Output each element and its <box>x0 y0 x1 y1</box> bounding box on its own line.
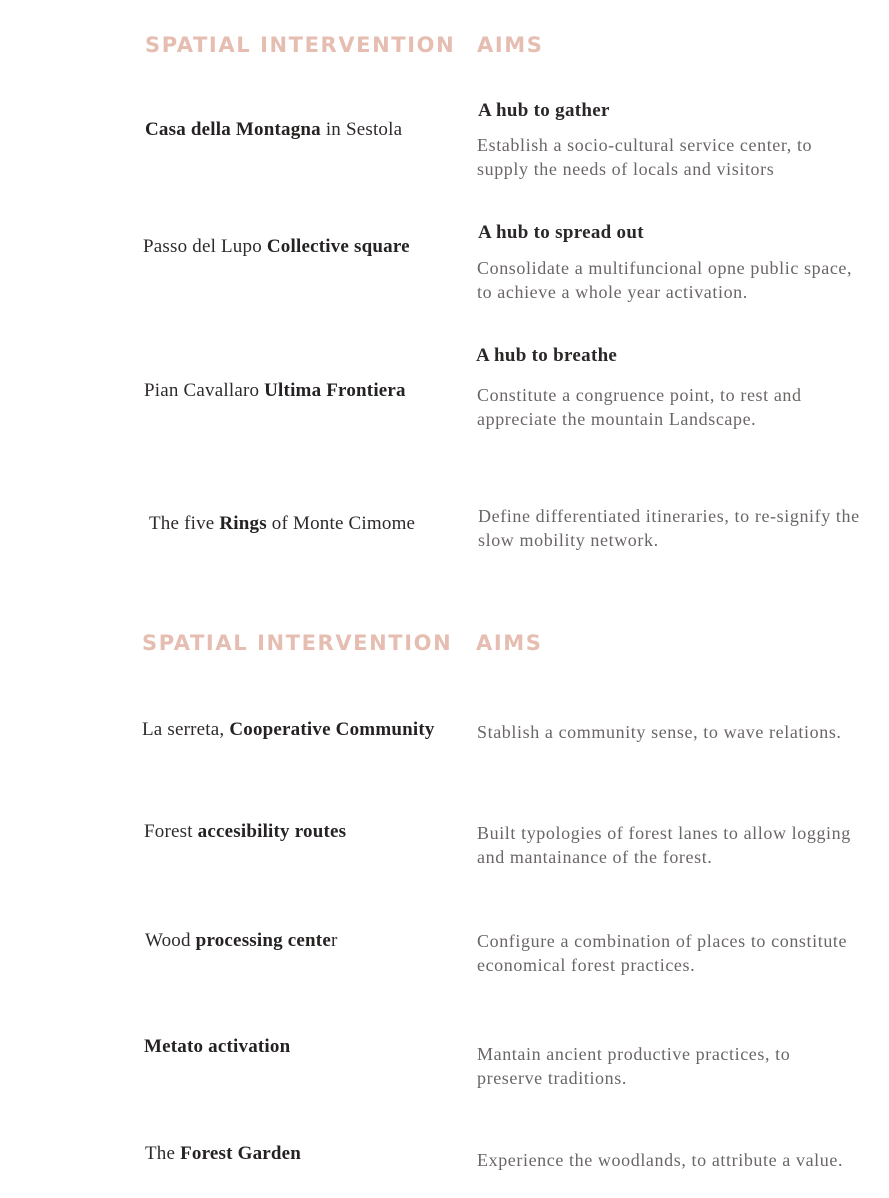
item-prefix: Forest <box>144 821 198 842</box>
aim-line: economical forest practices. <box>477 955 696 975</box>
aim-line: Mantain ancient productive practices, to <box>477 1044 791 1064</box>
item-suffix: in Sestola <box>320 119 403 140</box>
intervention-item <box>145 1144 301 1163</box>
item-name: Forest Garden <box>180 1143 302 1164</box>
aims-header: AIMS <box>476 631 543 655</box>
item-name: accesibility routes <box>197 821 347 842</box>
intervention-item <box>142 720 435 739</box>
item-name: Ultima Frontiera <box>264 380 406 401</box>
spatial-intervention-header: SPATIAL INTERVENTION <box>145 33 456 57</box>
aim-line: Experience the woodlands, to attribute a value. <box>477 1150 844 1170</box>
item-name: Metato activation <box>144 1036 291 1057</box>
intervention-item <box>144 381 406 400</box>
aim-description <box>477 1148 843 1172</box>
aim-description <box>477 383 802 431</box>
aim-description <box>477 821 851 869</box>
item-suffix: r <box>330 930 338 951</box>
item-prefix: Passo del Lupo <box>143 236 267 257</box>
item-name: Casa della Montagna <box>145 119 321 140</box>
aim-description <box>477 1042 790 1090</box>
spatial-intervention-header: SPATIAL INTERVENTION <box>142 631 453 655</box>
item-prefix: La serreta, <box>142 719 230 740</box>
aim-line: Built typologies of forest lanes to allow logging <box>477 823 851 843</box>
item-prefix: The <box>145 1143 181 1164</box>
aim-line: supply the needs of locals and visitors <box>477 159 775 179</box>
aim-description <box>477 720 842 744</box>
intervention-item <box>145 931 338 950</box>
intervention-item <box>144 822 346 841</box>
aim-line: Configure a combination of places to constitute <box>477 931 848 951</box>
intervention-item <box>144 1037 290 1056</box>
aim-description <box>477 133 884 181</box>
aims-header: AIMS <box>477 33 544 57</box>
item-name: Rings <box>219 513 267 534</box>
aim-line: Define differentiated itineraries, to re-signify the <box>478 506 860 526</box>
aim-description <box>478 504 860 552</box>
aim-title: A hub to spread out <box>478 222 644 243</box>
aim-line: and mantainance of the forest. <box>477 847 713 867</box>
item-name: processing cente <box>195 930 331 951</box>
item-prefix: Wood <box>145 930 196 951</box>
aim-line: Stablish a community sense, to wave relations. <box>477 722 842 742</box>
item-name: Collective square <box>266 236 410 257</box>
aim-line: appreciate the mountain Landscape. <box>477 409 757 429</box>
intervention-item <box>145 120 402 139</box>
aim-title: A hub to breathe <box>476 345 618 366</box>
aim-description <box>477 256 852 304</box>
intervention-item <box>143 237 410 256</box>
aim-line: Consolidate a multifuncional opne public space, <box>477 258 853 278</box>
aim-line: Establish a socio-cultural service center, to <box>477 135 813 155</box>
intervention-item <box>149 514 415 533</box>
item-prefix: Pian Cavallaro <box>144 380 265 401</box>
aim-line: Constitute a congruence point, to rest and <box>477 385 802 405</box>
aim-line: to achieve a whole year activation. <box>477 282 748 302</box>
item-suffix: of Monte Cimome <box>266 513 416 534</box>
item-prefix: The five <box>149 513 220 534</box>
item-name: Cooperative Community <box>229 719 435 740</box>
aim-line: preserve traditions. <box>477 1068 627 1088</box>
aim-line: slow mobility network. <box>478 530 659 550</box>
aim-title: A hub to gather <box>478 100 610 121</box>
aim-description <box>477 929 847 977</box>
